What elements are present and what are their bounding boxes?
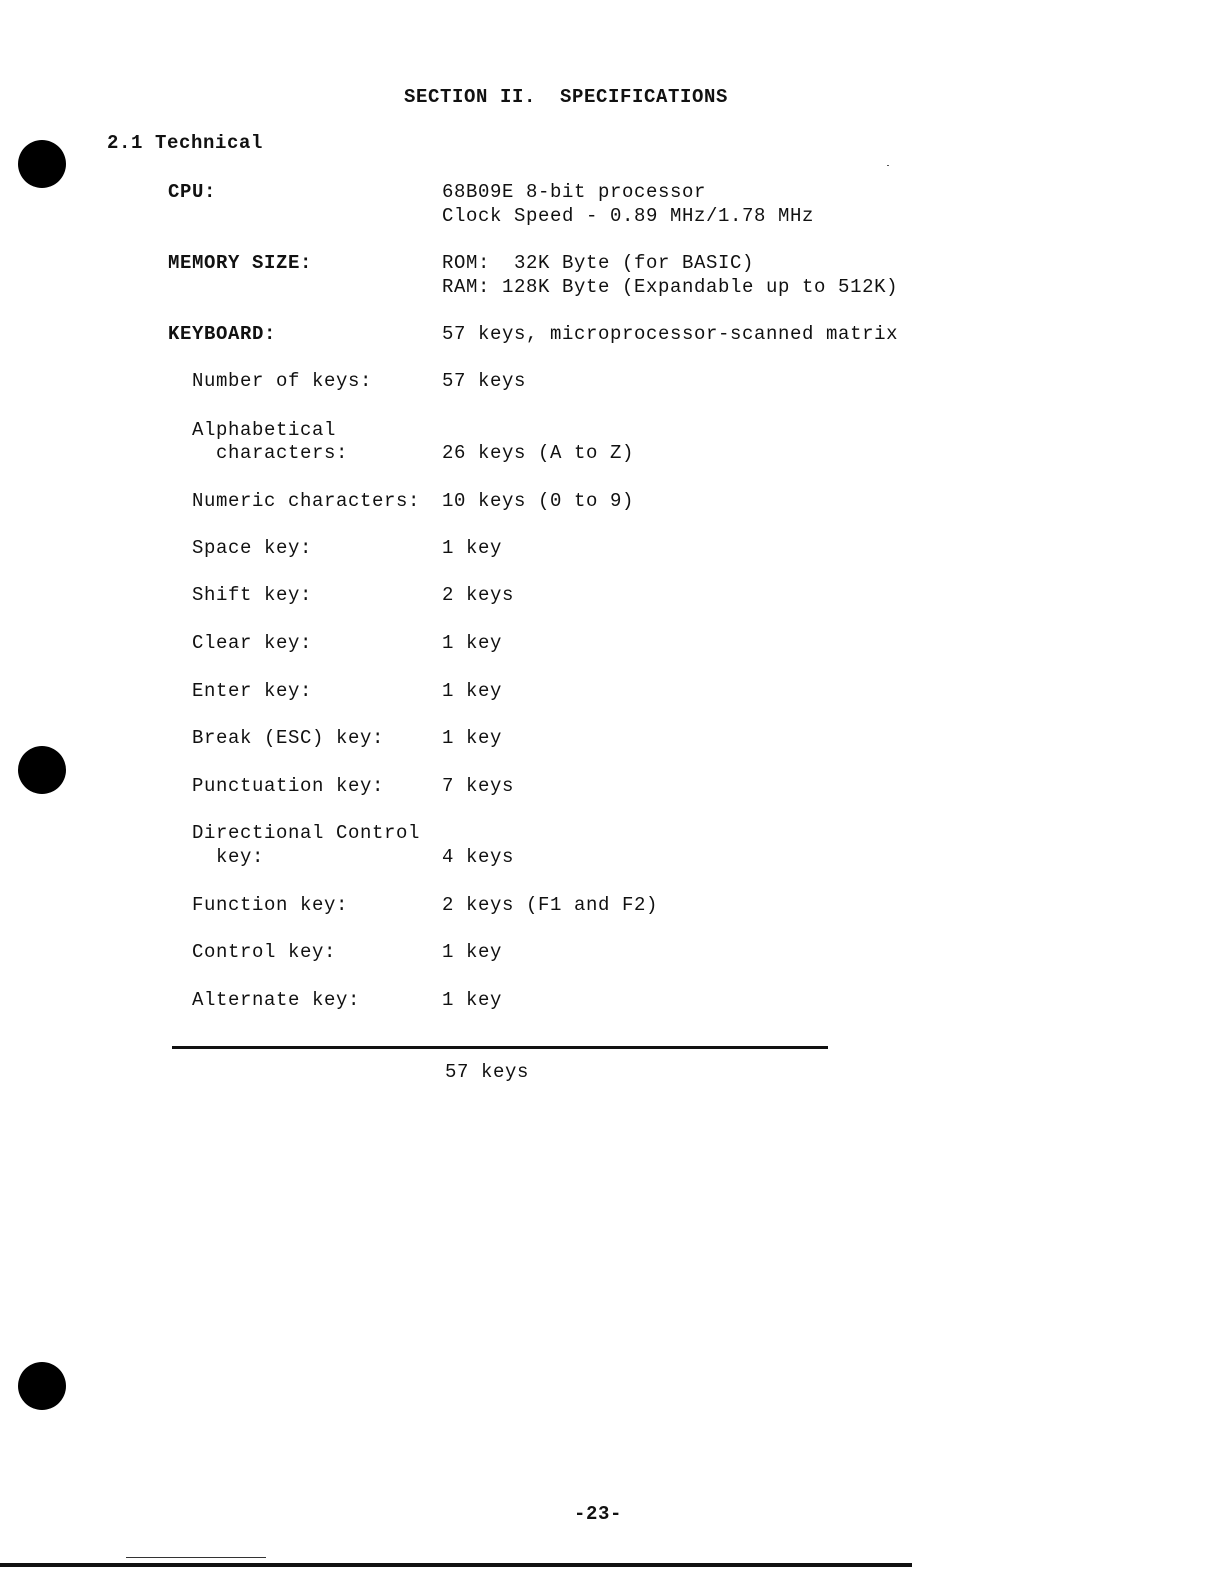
key-row-value: 26 keys (A to Z) <box>442 442 635 464</box>
key-row-label: Function key: <box>192 894 349 916</box>
key-row-label-continued: characters: <box>192 442 349 464</box>
key-row-value: 1 key <box>442 727 503 749</box>
key-row-label-continued: key: <box>192 846 265 868</box>
key-row-label: Number of keys: <box>192 370 373 392</box>
key-row-label: Alternate key: <box>192 989 361 1011</box>
key-row-value: 1 key <box>442 941 503 963</box>
key-row-value: 2 keys <box>442 584 515 606</box>
page-number: -23- <box>574 1503 623 1525</box>
key-row-value: 1 key <box>442 537 503 559</box>
scan-edge-line-short <box>126 1557 266 1558</box>
key-row-label: Control key: <box>192 941 337 963</box>
key-row-label: Numeric characters: <box>192 490 421 512</box>
binder-hole-top <box>18 140 66 188</box>
subsection-title: 2.1 Technical <box>107 132 264 154</box>
binder-hole-bottom <box>18 1362 66 1410</box>
key-row-value: 10 keys (0 to 9) <box>442 490 635 512</box>
scan-mark <box>887 165 889 166</box>
key-row-label: Enter key: <box>192 680 313 702</box>
key-row-value: 1 key <box>442 989 503 1011</box>
binder-hole-middle <box>18 746 66 794</box>
key-row-label: Break (ESC) key: <box>192 727 385 749</box>
key-row-label: Punctuation key: <box>192 775 385 797</box>
memory-label: MEMORY SIZE: <box>168 252 313 274</box>
key-row-value: 1 key <box>442 680 503 702</box>
key-row-label: Space key: <box>192 537 313 559</box>
cpu-processor: 68B09E 8-bit processor <box>442 181 707 203</box>
key-row-value: 7 keys <box>442 775 515 797</box>
cpu-label: CPU: <box>168 181 217 203</box>
cpu-clock-speed: Clock Speed - 0.89 MHz/1.78 MHz <box>442 205 815 227</box>
key-row-value: 57 keys <box>442 370 527 392</box>
memory-ram: RAM: 128K Byte (Expandable up to 512K) <box>442 276 899 298</box>
keyboard-summary: 57 keys, microprocessor-scanned matrix <box>442 323 899 345</box>
section-title: SECTION II. SPECIFICATIONS <box>404 86 729 108</box>
scan-edge-line <box>0 1563 912 1567</box>
key-row-label: Clear key: <box>192 632 313 654</box>
key-row-label: Shift key: <box>192 584 313 606</box>
memory-rom: ROM: 32K Byte (for BASIC) <box>442 252 755 274</box>
total-divider <box>172 1046 828 1049</box>
keyboard-total: 57 keys <box>445 1061 530 1083</box>
keyboard-label: KEYBOARD: <box>168 323 277 345</box>
key-row-label: Alphabetical <box>192 419 337 441</box>
key-row-label: Directional Control <box>192 822 421 844</box>
key-row-value: 2 keys (F1 and F2) <box>442 894 659 916</box>
key-row-value: 1 key <box>442 632 503 654</box>
key-row-value: 4 keys <box>442 846 515 868</box>
